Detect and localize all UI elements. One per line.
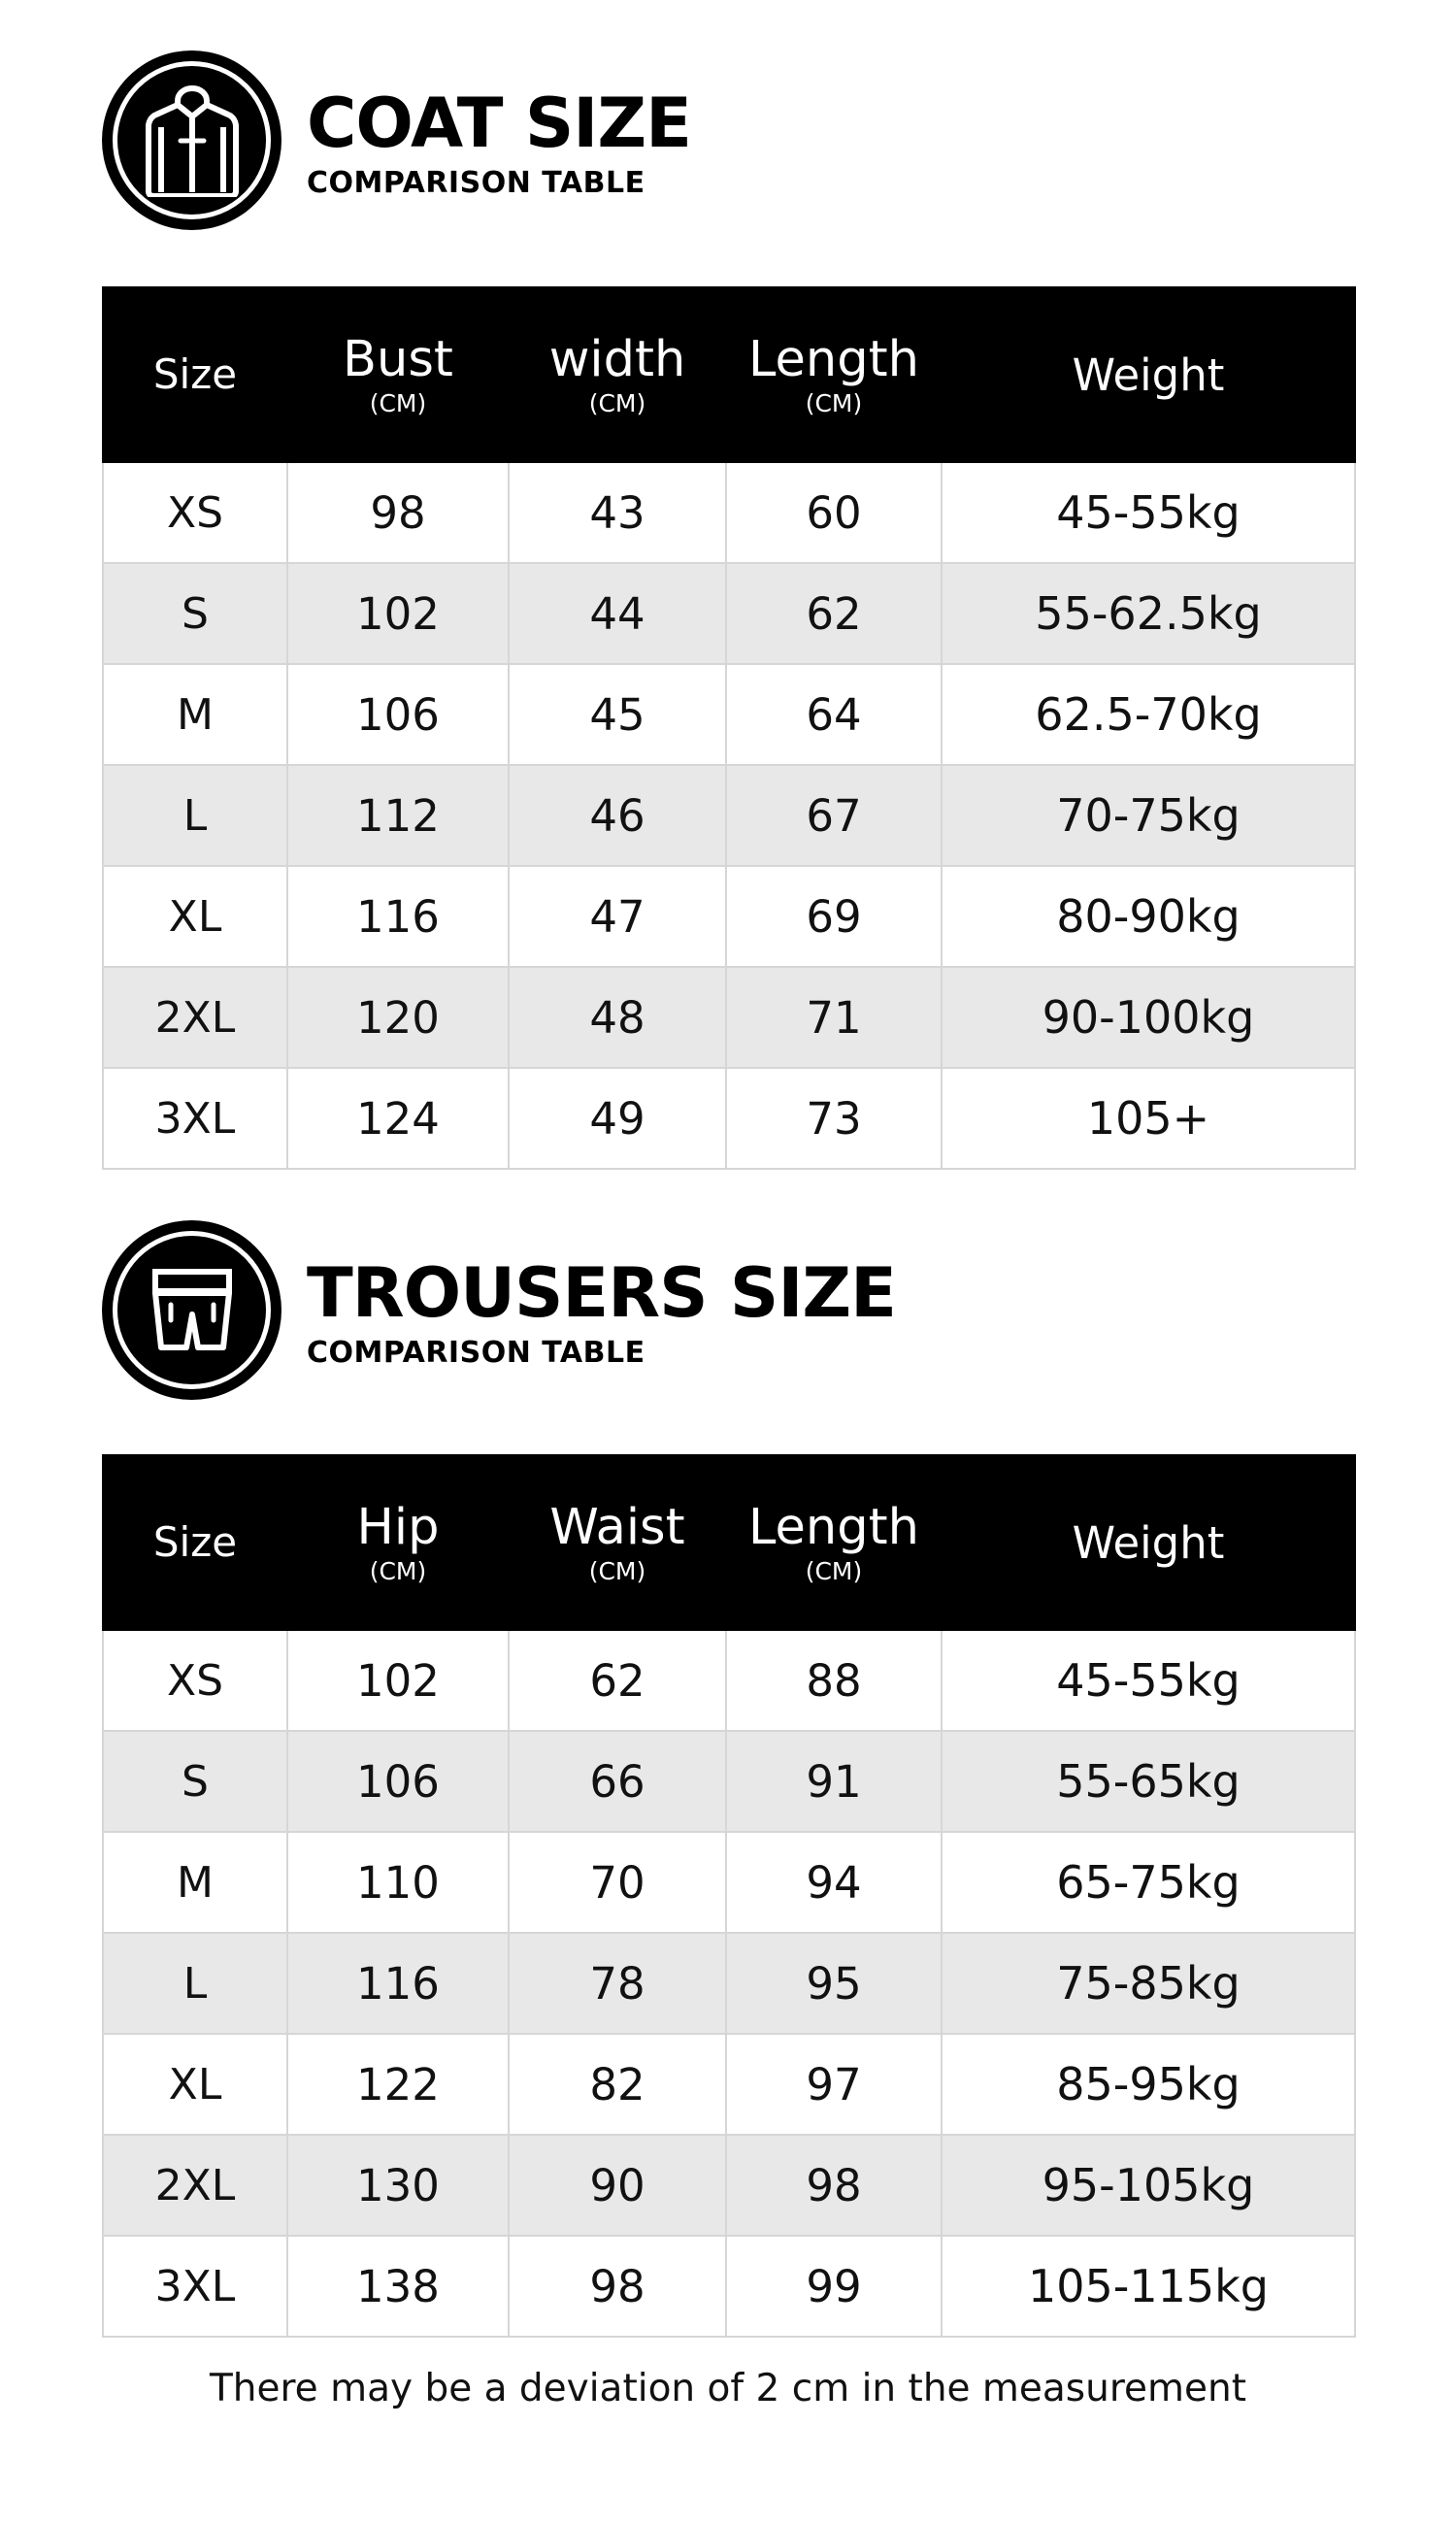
coat-header-width-unit: (CM) — [588, 388, 646, 417]
cell-hip: 130 — [287, 2135, 509, 2236]
table-row — [103, 664, 1355, 765]
trousers-header-length-label: Length — [748, 1498, 919, 1556]
cell-weight: 90-100kg — [942, 967, 1355, 1068]
trousers-table-header-row — [103, 1455, 1355, 1630]
cell-weight: 65-75kg — [942, 1832, 1355, 1933]
cell-waist: 78 — [509, 1933, 726, 2034]
table-row — [103, 866, 1355, 967]
cell-width: 46 — [509, 765, 726, 866]
trousers-header-hip-label: Hip — [356, 1498, 440, 1556]
cell-hip: 102 — [287, 1630, 509, 1731]
cell-bust: 116 — [287, 866, 509, 967]
cell-size: L — [103, 765, 287, 866]
cell-size: 2XL — [103, 967, 287, 1068]
cell-size: S — [103, 563, 287, 664]
cell-length: 62 — [726, 563, 942, 664]
table-row — [103, 765, 1355, 866]
cell-weight: 55-62.5kg — [942, 563, 1355, 664]
trousers-header-length — [726, 1455, 942, 1630]
coat-title-block — [307, 83, 691, 198]
cell-length: 73 — [726, 1068, 942, 1169]
trousers-header-hip-unit: (CM) — [369, 1556, 427, 1585]
table-row — [103, 462, 1355, 563]
cell-width: 45 — [509, 664, 726, 765]
cell-length: 60 — [726, 462, 942, 563]
measurement-note: There may be a deviation of 2 cm in the measurement — [209, 2367, 1247, 2410]
cell-weight: 105+ — [942, 1068, 1355, 1169]
coat-header-bust-label: Bust — [343, 330, 453, 388]
cell-bust: 102 — [287, 563, 509, 664]
jacket-icon — [102, 50, 281, 230]
coat-header-bust — [287, 287, 509, 462]
cell-weight: 75-85kg — [942, 1933, 1355, 2034]
cell-size: XL — [103, 866, 287, 967]
cell-length: 91 — [726, 1731, 942, 1832]
trousers-header-waist — [509, 1455, 726, 1630]
coat-header-length — [726, 287, 942, 462]
table-row — [103, 1933, 1355, 2034]
table-row — [103, 2135, 1355, 2236]
trousers-header-waist-unit: (CM) — [588, 1556, 646, 1585]
cell-bust: 124 — [287, 1068, 509, 1169]
coat-header-width-label: width — [548, 330, 686, 388]
cell-weight: 105-115kg — [942, 2236, 1355, 2337]
coat-header-length-label: Length — [748, 330, 919, 388]
table-row — [103, 1731, 1355, 1832]
cell-length: 98 — [726, 2135, 942, 2236]
cell-waist: 82 — [509, 2034, 726, 2135]
table-row — [103, 1630, 1355, 1731]
cell-size: M — [103, 1832, 287, 1933]
cell-size: XL — [103, 2034, 287, 2135]
cell-length: 94 — [726, 1832, 942, 1933]
cell-weight: 45-55kg — [942, 1630, 1355, 1731]
cell-size: S — [103, 1731, 287, 1832]
trousers-header-weight-label: Weight — [1072, 1516, 1225, 1569]
cell-length: 95 — [726, 1933, 942, 2034]
table-row — [103, 2236, 1355, 2337]
cell-weight: 80-90kg — [942, 866, 1355, 967]
cell-length: 97 — [726, 2034, 942, 2135]
cell-waist: 98 — [509, 2236, 726, 2337]
cell-waist: 70 — [509, 1832, 726, 1933]
cell-weight: 62.5-70kg — [942, 664, 1355, 765]
coat-header-size — [103, 287, 287, 462]
cell-waist: 66 — [509, 1731, 726, 1832]
cell-width: 44 — [509, 563, 726, 664]
cell-bust: 120 — [287, 967, 509, 1068]
trousers-size-table — [102, 1454, 1356, 2338]
cell-size: XS — [103, 462, 287, 563]
trousers-subtitle: COMPARISON TABLE — [307, 1335, 645, 1370]
cell-hip: 110 — [287, 1832, 509, 1933]
cell-hip: 122 — [287, 2034, 509, 2135]
cell-length: 69 — [726, 866, 942, 967]
trousers-header-weight — [942, 1455, 1355, 1630]
table-row — [103, 1068, 1355, 1169]
table-row — [103, 967, 1355, 1068]
table-row — [103, 1832, 1355, 1933]
cell-width: 47 — [509, 866, 726, 967]
cell-weight: 55-65kg — [942, 1731, 1355, 1832]
cell-bust: 106 — [287, 664, 509, 765]
coat-header-weight-label: Weight — [1072, 349, 1225, 401]
coat-header-weight — [942, 287, 1355, 462]
cell-size: L — [103, 1933, 287, 2034]
cell-hip: 138 — [287, 2236, 509, 2337]
cell-hip: 116 — [287, 1933, 509, 2034]
cell-width: 49 — [509, 1068, 726, 1169]
coat-header-length-unit: (CM) — [805, 388, 863, 417]
coat-section-header — [102, 0, 1354, 230]
trousers-header-hip — [287, 1455, 509, 1630]
trousers-header-size — [103, 1455, 287, 1630]
trousers-header-length-unit: (CM) — [805, 1556, 863, 1585]
cell-length: 88 — [726, 1630, 942, 1731]
trousers-section-header — [102, 1220, 1354, 1400]
trousers-title-block — [307, 1253, 896, 1368]
cell-size: M — [103, 664, 287, 765]
coat-title: COAT SIZE — [307, 83, 691, 163]
cell-bust: 112 — [287, 765, 509, 866]
cell-weight: 85-95kg — [942, 2034, 1355, 2135]
cell-length: 71 — [726, 967, 942, 1068]
cell-length: 99 — [726, 2236, 942, 2337]
cell-waist: 90 — [509, 2135, 726, 2236]
table-row — [103, 563, 1355, 664]
trousers-header-size-label: Size — [152, 1518, 238, 1566]
coat-table-header-row — [103, 287, 1355, 462]
cell-size: XS — [103, 1630, 287, 1731]
coat-header-size-label: Size — [152, 350, 238, 398]
cell-length: 64 — [726, 664, 942, 765]
trousers-header-waist-label: Waist — [549, 1498, 685, 1556]
cell-weight: 70-75kg — [942, 765, 1355, 866]
cell-size: 3XL — [103, 1068, 287, 1169]
trousers-title: TROUSERS SIZE — [307, 1252, 896, 1333]
cell-waist: 62 — [509, 1630, 726, 1731]
cell-hip: 106 — [287, 1731, 509, 1832]
cell-weight: 95-105kg — [942, 2135, 1355, 2236]
shorts-icon — [102, 1220, 281, 1400]
cell-width: 48 — [509, 967, 726, 1068]
cell-width: 43 — [509, 462, 726, 563]
coat-subtitle: COMPARISON TABLE — [307, 165, 645, 200]
cell-weight: 45-55kg — [942, 462, 1355, 563]
table-row — [103, 2034, 1355, 2135]
cell-size: 2XL — [103, 2135, 287, 2236]
coat-size-table — [102, 286, 1356, 1170]
cell-size: 3XL — [103, 2236, 287, 2337]
coat-header-bust-unit: (CM) — [369, 388, 427, 417]
coat-header-width — [509, 287, 726, 462]
cell-bust: 98 — [287, 462, 509, 563]
cell-length: 67 — [726, 765, 942, 866]
